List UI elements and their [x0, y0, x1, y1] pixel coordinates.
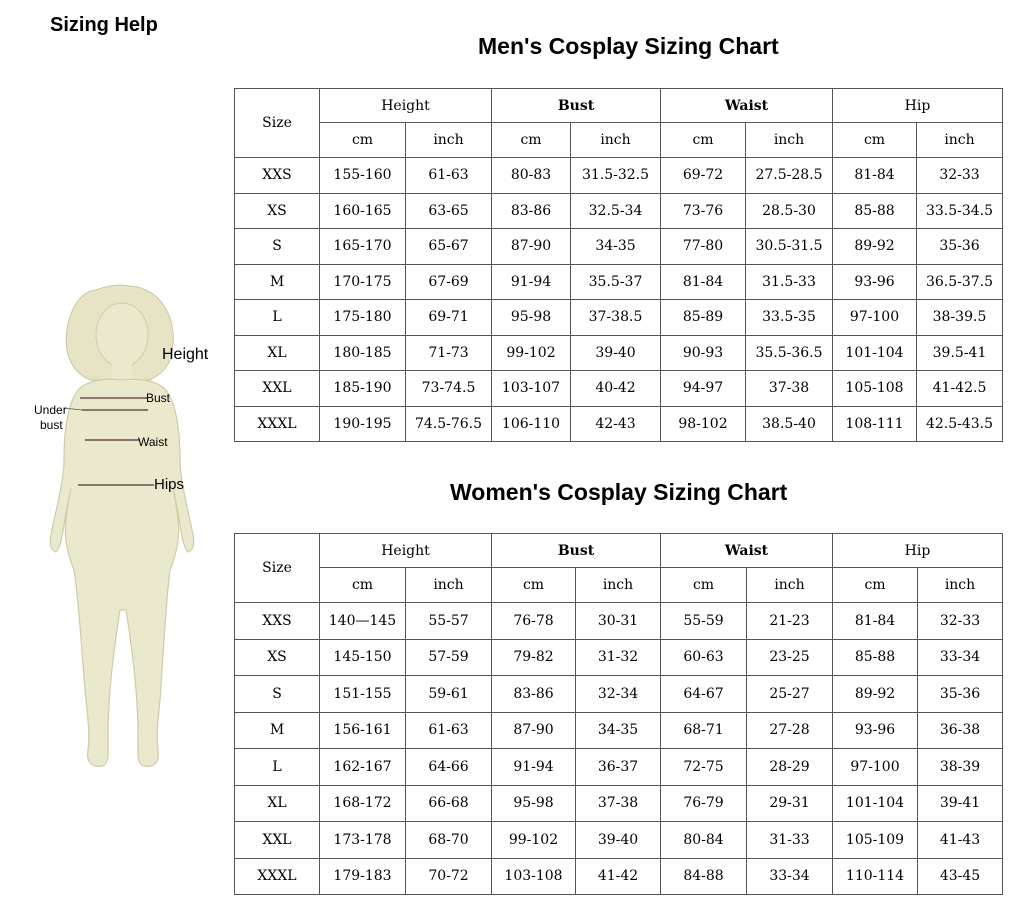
table-cell: 35-36 [917, 229, 1003, 265]
table-cell: 23-25 [747, 639, 833, 676]
table-cell: 61-63 [406, 158, 492, 194]
table-cell: 39.5-41 [917, 335, 1003, 371]
unit-header: inch [571, 123, 661, 158]
table-cell: 67-69 [406, 264, 492, 300]
table-cell: 21-23 [747, 603, 833, 640]
under-bust-label-line1: Under [34, 403, 67, 417]
table-cell: 38-39.5 [917, 300, 1003, 336]
bust-group-header: Bust [492, 534, 661, 568]
table-cell: 173-178 [320, 822, 406, 859]
table-cell: 155-160 [320, 158, 406, 194]
table-row [235, 603, 1003, 640]
table-cell: 29-31 [747, 785, 833, 822]
table-cell: 170-175 [320, 264, 406, 300]
table-cell: 69-71 [406, 300, 492, 336]
table-cell: 36.5-37.5 [917, 264, 1003, 300]
table-cell: 76-79 [661, 785, 747, 822]
unit-header: inch [918, 568, 1003, 603]
table-cell: 91-94 [492, 749, 576, 786]
table-cell: 156-161 [320, 712, 406, 749]
table-cell: 65-67 [406, 229, 492, 265]
unit-header: cm [492, 123, 571, 158]
table-row [235, 335, 1003, 371]
hip-group-header: Hip [833, 89, 1003, 123]
table-row [235, 371, 1003, 407]
table-cell: 97-100 [833, 300, 917, 336]
table-cell: 95-98 [492, 300, 571, 336]
table-cell: 85-88 [833, 193, 917, 229]
table-cell: 162-167 [320, 749, 406, 786]
table-cell: 93-96 [833, 264, 917, 300]
table-cell: 33-34 [747, 858, 833, 895]
table-cell: 55-57 [406, 603, 492, 640]
size-cell: XL [235, 785, 320, 822]
table-cell: 37-38 [576, 785, 661, 822]
table-cell: 27.5-28.5 [746, 158, 833, 194]
table-cell: 95-98 [492, 785, 576, 822]
unit-header: cm [833, 568, 918, 603]
table-cell: 94-97 [661, 371, 746, 407]
table-cell: 81-84 [833, 158, 917, 194]
table-cell: 87-90 [492, 712, 576, 749]
table-cell: 27-28 [747, 712, 833, 749]
table-row [235, 858, 1003, 895]
unit-header: inch [917, 123, 1003, 158]
table-cell: 35-36 [918, 676, 1003, 713]
table-cell: 41-42 [576, 858, 661, 895]
table-cell: 76-78 [492, 603, 576, 640]
table-cell: 72-75 [661, 749, 747, 786]
size-cell: XXL [235, 822, 320, 859]
table-cell: 31-33 [747, 822, 833, 859]
size-cell: XL [235, 335, 320, 371]
size-cell: XS [235, 193, 320, 229]
table-cell: 145-150 [320, 639, 406, 676]
size-cell: S [235, 676, 320, 713]
table-cell: 34-35 [571, 229, 661, 265]
table-cell: 101-104 [833, 335, 917, 371]
table-cell: 34-35 [576, 712, 661, 749]
men-table-body [235, 158, 1003, 442]
table-cell: 105-109 [833, 822, 918, 859]
table-cell: 98-102 [661, 406, 746, 442]
table-cell: 32.5-34 [571, 193, 661, 229]
table-cell: 64-67 [661, 676, 747, 713]
women-chart-title: Women's Cosplay Sizing Chart [450, 479, 788, 505]
table-cell: 41-43 [918, 822, 1003, 859]
unit-header: cm [320, 123, 406, 158]
table-cell: 73-74.5 [406, 371, 492, 407]
table-cell: 83-86 [492, 676, 576, 713]
table-cell: 80-83 [492, 158, 571, 194]
table-cell: 108-111 [833, 406, 917, 442]
table-cell: 87-90 [492, 229, 571, 265]
size-header: Size [235, 534, 320, 603]
unit-header: inch [747, 568, 833, 603]
table-cell: 41-42.5 [917, 371, 1003, 407]
table-cell: 179-183 [320, 858, 406, 895]
size-cell: XXL [235, 371, 320, 407]
table-cell: 36-38 [918, 712, 1003, 749]
table-cell: 59-61 [406, 676, 492, 713]
unit-header: inch [746, 123, 833, 158]
table-cell: 32-33 [917, 158, 1003, 194]
table-row [235, 822, 1003, 859]
size-cell: M [235, 264, 320, 300]
table-row [235, 158, 1003, 194]
table-cell: 42-43 [571, 406, 661, 442]
table-row [235, 229, 1003, 265]
table-cell: 103-107 [492, 371, 571, 407]
table-cell: 103-108 [492, 858, 576, 895]
table-cell: 32-33 [918, 603, 1003, 640]
table-cell: 28.5-30 [746, 193, 833, 229]
table-cell: 38.5-40 [746, 406, 833, 442]
bust-label: Bust [146, 391, 171, 405]
table-cell: 80-84 [661, 822, 747, 859]
table-cell: 39-40 [576, 822, 661, 859]
table-cell: 89-92 [833, 229, 917, 265]
table-cell: 68-71 [661, 712, 747, 749]
table-cell: 30.5-31.5 [746, 229, 833, 265]
table-cell: 165-170 [320, 229, 406, 265]
table-cell: 140—145 [320, 603, 406, 640]
table-cell: 33-34 [918, 639, 1003, 676]
table-cell: 60-63 [661, 639, 747, 676]
hips-label: Hips [154, 476, 185, 493]
table-cell: 43-45 [918, 858, 1003, 895]
waist-group-header: Waist [661, 534, 833, 568]
table-cell: 190-195 [320, 406, 406, 442]
height-group-header: Height [320, 89, 492, 123]
table-cell: 25-27 [747, 676, 833, 713]
table-cell: 106-110 [492, 406, 571, 442]
table-cell: 66-68 [406, 785, 492, 822]
size-cell: XXS [235, 158, 320, 194]
table-cell: 57-59 [406, 639, 492, 676]
table-cell: 40-42 [571, 371, 661, 407]
table-cell: 31-32 [576, 639, 661, 676]
table-cell: 37-38.5 [571, 300, 661, 336]
table-cell: 36-37 [576, 749, 661, 786]
table-cell: 35.5-37 [571, 264, 661, 300]
table-cell: 151-155 [320, 676, 406, 713]
table-cell: 73-76 [661, 193, 746, 229]
size-cell: XXXL [235, 858, 320, 895]
waist-group-header: Waist [661, 89, 833, 123]
table-cell: 160-165 [320, 193, 406, 229]
table-cell: 33.5-34.5 [917, 193, 1003, 229]
table-cell: 101-104 [833, 785, 918, 822]
women-table-body [235, 603, 1003, 895]
table-cell: 180-185 [320, 335, 406, 371]
under-bust-label-line2: bust [40, 418, 63, 432]
table-cell: 91-94 [492, 264, 571, 300]
table-cell: 79-82 [492, 639, 576, 676]
table-cell: 99-102 [492, 822, 576, 859]
table-cell: 85-89 [661, 300, 746, 336]
table-cell: 185-190 [320, 371, 406, 407]
table-cell: 90-93 [661, 335, 746, 371]
table-cell: 83-86 [492, 193, 571, 229]
table-cell: 99-102 [492, 335, 571, 371]
hip-group-header: Hip [833, 534, 1003, 568]
table-cell: 70-72 [406, 858, 492, 895]
table-cell: 64-66 [406, 749, 492, 786]
page-title: Sizing Help [50, 14, 158, 36]
unit-header: cm [833, 123, 917, 158]
size-header: Size [235, 89, 320, 158]
unit-header: inch [576, 568, 661, 603]
table-row [235, 193, 1003, 229]
table-cell: 77-80 [661, 229, 746, 265]
unit-header: cm [661, 123, 746, 158]
table-row [235, 712, 1003, 749]
table-cell: 30-31 [576, 603, 661, 640]
height-label: Height [162, 346, 209, 363]
table-cell: 97-100 [833, 749, 918, 786]
size-cell: L [235, 300, 320, 336]
women-sizing-table [234, 533, 1003, 895]
table-cell: 31.5-33 [746, 264, 833, 300]
table-cell: 105-108 [833, 371, 917, 407]
unit-header: cm [492, 568, 576, 603]
table-cell: 84-88 [661, 858, 747, 895]
size-cell: S [235, 229, 320, 265]
table-cell: 89-92 [833, 676, 918, 713]
table-cell: 74.5-76.5 [406, 406, 492, 442]
size-cell: XXXL [235, 406, 320, 442]
table-cell: 33.5-35 [746, 300, 833, 336]
table-cell: 168-172 [320, 785, 406, 822]
unit-header: inch [406, 123, 492, 158]
table-cell: 71-73 [406, 335, 492, 371]
unit-header: cm [320, 568, 406, 603]
table-row [235, 406, 1003, 442]
table-row [235, 676, 1003, 713]
table-cell: 63-65 [406, 193, 492, 229]
table-cell: 35.5-36.5 [746, 335, 833, 371]
table-cell: 69-72 [661, 158, 746, 194]
table-cell: 31.5-32.5 [571, 158, 661, 194]
table-row [235, 749, 1003, 786]
table-cell: 85-88 [833, 639, 918, 676]
body-measurement-figure [30, 280, 220, 780]
table-row [235, 264, 1003, 300]
table-cell: 61-63 [406, 712, 492, 749]
size-cell: M [235, 712, 320, 749]
table-row [235, 785, 1003, 822]
table-row [235, 300, 1003, 336]
unit-header: cm [661, 568, 747, 603]
size-cell: XS [235, 639, 320, 676]
table-cell: 93-96 [833, 712, 918, 749]
table-cell: 55-59 [661, 603, 747, 640]
table-cell: 32-34 [576, 676, 661, 713]
table-cell: 38-39 [918, 749, 1003, 786]
size-cell: L [235, 749, 320, 786]
table-cell: 39-40 [571, 335, 661, 371]
size-cell: XXS [235, 603, 320, 640]
men-sizing-table [234, 88, 1003, 442]
bust-group-header: Bust [492, 89, 661, 123]
table-cell: 81-84 [833, 603, 918, 640]
table-cell: 68-70 [406, 822, 492, 859]
table-row [235, 639, 1003, 676]
table-cell: 175-180 [320, 300, 406, 336]
table-cell: 37-38 [746, 371, 833, 407]
table-cell: 81-84 [661, 264, 746, 300]
height-group-header: Height [320, 534, 492, 568]
table-cell: 110-114 [833, 858, 918, 895]
men-chart-title: Men's Cosplay Sizing Chart [478, 33, 779, 59]
table-cell: 28-29 [747, 749, 833, 786]
table-cell: 39-41 [918, 785, 1003, 822]
waist-label: Waist [138, 435, 168, 449]
table-cell: 42.5-43.5 [917, 406, 1003, 442]
unit-header: inch [406, 568, 492, 603]
